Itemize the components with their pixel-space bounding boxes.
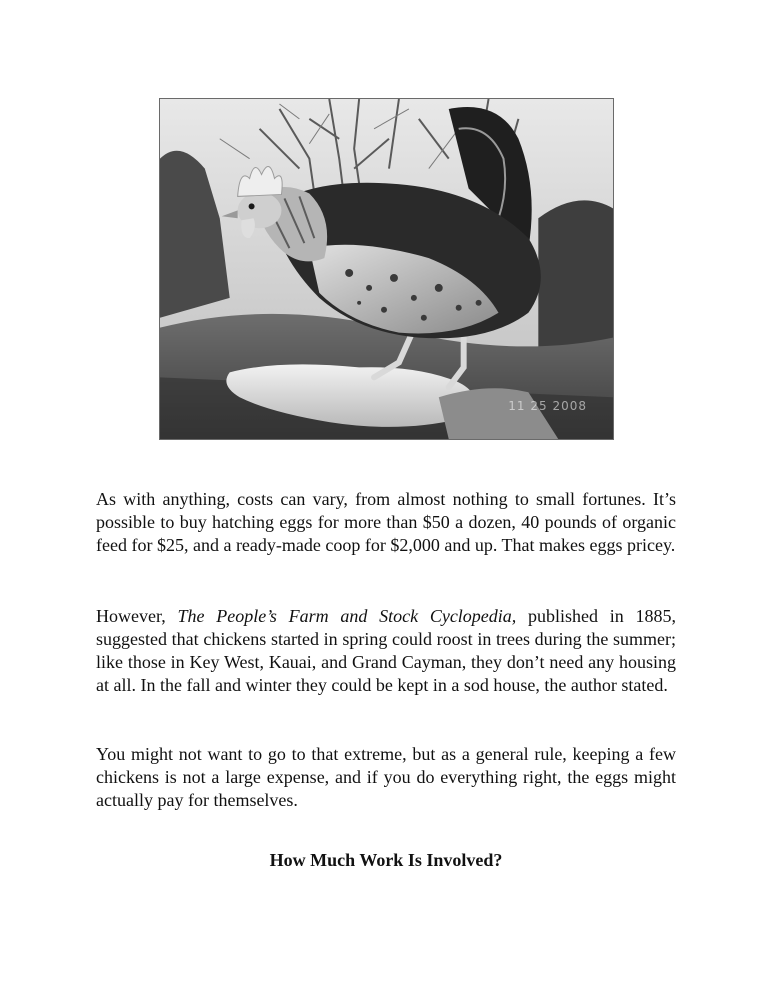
section-heading: How Much Work Is Involved? (269, 850, 503, 870)
paragraph-costs: As with anything, costs can vary, from almost nothing to small fortunes. It’s possible to buy hatching eggs for more than $50 a dozen, 40 pounds of organic feed for $25, and a ready-made coop for $2,000 and up. That makes eggs pricey. (96, 489, 676, 555)
book-title: The People’s Farm and Stock Cyclopedia, (177, 606, 517, 626)
rooster-photo (159, 98, 614, 440)
paragraph-cyclopedia-rest: published in 1885, suggested that chickens started in spring could roost in trees during the summer; like those in Key West, Kauai, and Grand Cayman, they don’t need any housing at all. In the fall and winter they could be kept in a sod house, the author stated. (96, 606, 677, 695)
rooster-photo-illustration (160, 99, 613, 439)
paragraph-expense: You might not want to go to that extreme, but as a general rule, keeping a few chickens is not a large expense, and if you do everything right, the eggs might actually pay for themselves. (96, 744, 676, 810)
paragraph-cyclopedia (96, 605, 676, 697)
photo-date-stamp: 11 25 2008 (508, 399, 587, 413)
paragraph-cyclopedia-lead: However, (96, 606, 178, 626)
